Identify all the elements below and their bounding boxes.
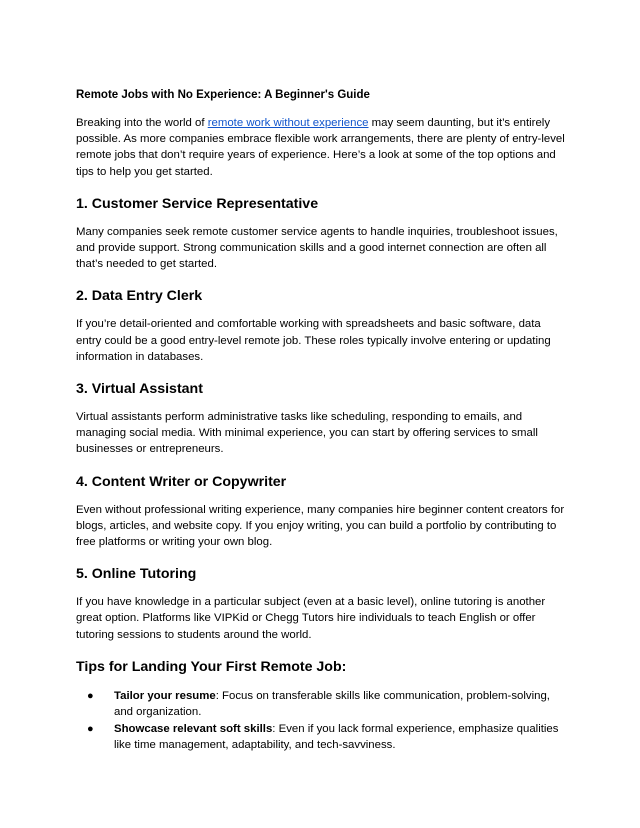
tips-section — [76, 658, 568, 754]
tips-list — [76, 688, 568, 754]
section-data-entry — [76, 287, 568, 365]
section-body: If you’re detail-oriented and comfortable working with spreadsheets and basic software, data entry could be a good entry-level remote job. These roles typically involve entering or updating information in databases. — [76, 318, 551, 363]
intro-text-after-link: may seem daunting, but it’s entirely possible. As more companies embrace flexible work arrangements, there are plenty of entry-level remote jobs that don’t require years of experience. Here’s a look at some of the top options and tips to help you get started. — [76, 117, 565, 178]
section-body: Even without professional writing experience, many companies hire beginner content creators for blogs, articles, and website copy. If you enjoy writing, you can build a portfolio by contributing to free platforms or writing your own blog. — [76, 503, 565, 549]
section-heading: 4. Content Writer or Copywriter — [76, 473, 287, 490]
tip-text: : Focus on transferable skills like communication, problem-solving, and organization. — [114, 689, 550, 719]
tip-text: : Even if you lack formal experience, emphasize qualities like time management, adaptability, and tech-savviness. — [114, 723, 559, 752]
tip-label: Showcase relevant soft skills — [114, 723, 273, 736]
section-heading: 2. Data Entry Clerk — [76, 288, 203, 305]
section-customer-service — [76, 195, 568, 273]
section-heading: 3. Virtual Assistant — [76, 381, 203, 398]
bullet-icon: ● — [87, 689, 94, 702]
section-virtual-assistant — [76, 380, 568, 458]
section-heading: 5. Online Tutoring — [76, 566, 197, 583]
section-body: If you have knowledge in a particular subject (even at a basic level), online tutoring is another great option. Platforms like VIPKid or Chegg Tutors hire individuals to teach English or offer tutoring sessions to students around the world. — [76, 596, 546, 641]
document-page — [76, 88, 568, 755]
document-title: Remote Jobs with No Experience: A Beginner's Guide — [76, 89, 370, 101]
tip-label: Tailor your resume — [114, 689, 216, 702]
section-heading: 1. Customer Service Representative — [76, 195, 319, 212]
bullet-icon: ● — [87, 723, 94, 736]
intro-paragraph — [76, 115, 568, 180]
list-item — [87, 688, 568, 720]
list-item — [87, 721, 568, 753]
section-online-tutoring — [76, 565, 568, 643]
section-body: Virtual assistants perform administrative tasks like scheduling, responding to emails, and managing social media. With minimal experience, you can start by offering services to small businesses or entrepreneurs. — [76, 411, 538, 456]
remote-work-link[interactable]: remote work without experience — [207, 117, 369, 129]
intro-text-before-link: Breaking into the world of — [76, 117, 208, 129]
tips-heading: Tips for Landing Your First Remote Job: — [76, 658, 347, 675]
section-content-writer — [76, 473, 568, 551]
section-body: Many companies seek remote customer service agents to handle inquiries, troubleshoot issues, and provide support. Strong communication skills and a good internet connection are often all that’s needed to get started. — [76, 225, 558, 271]
